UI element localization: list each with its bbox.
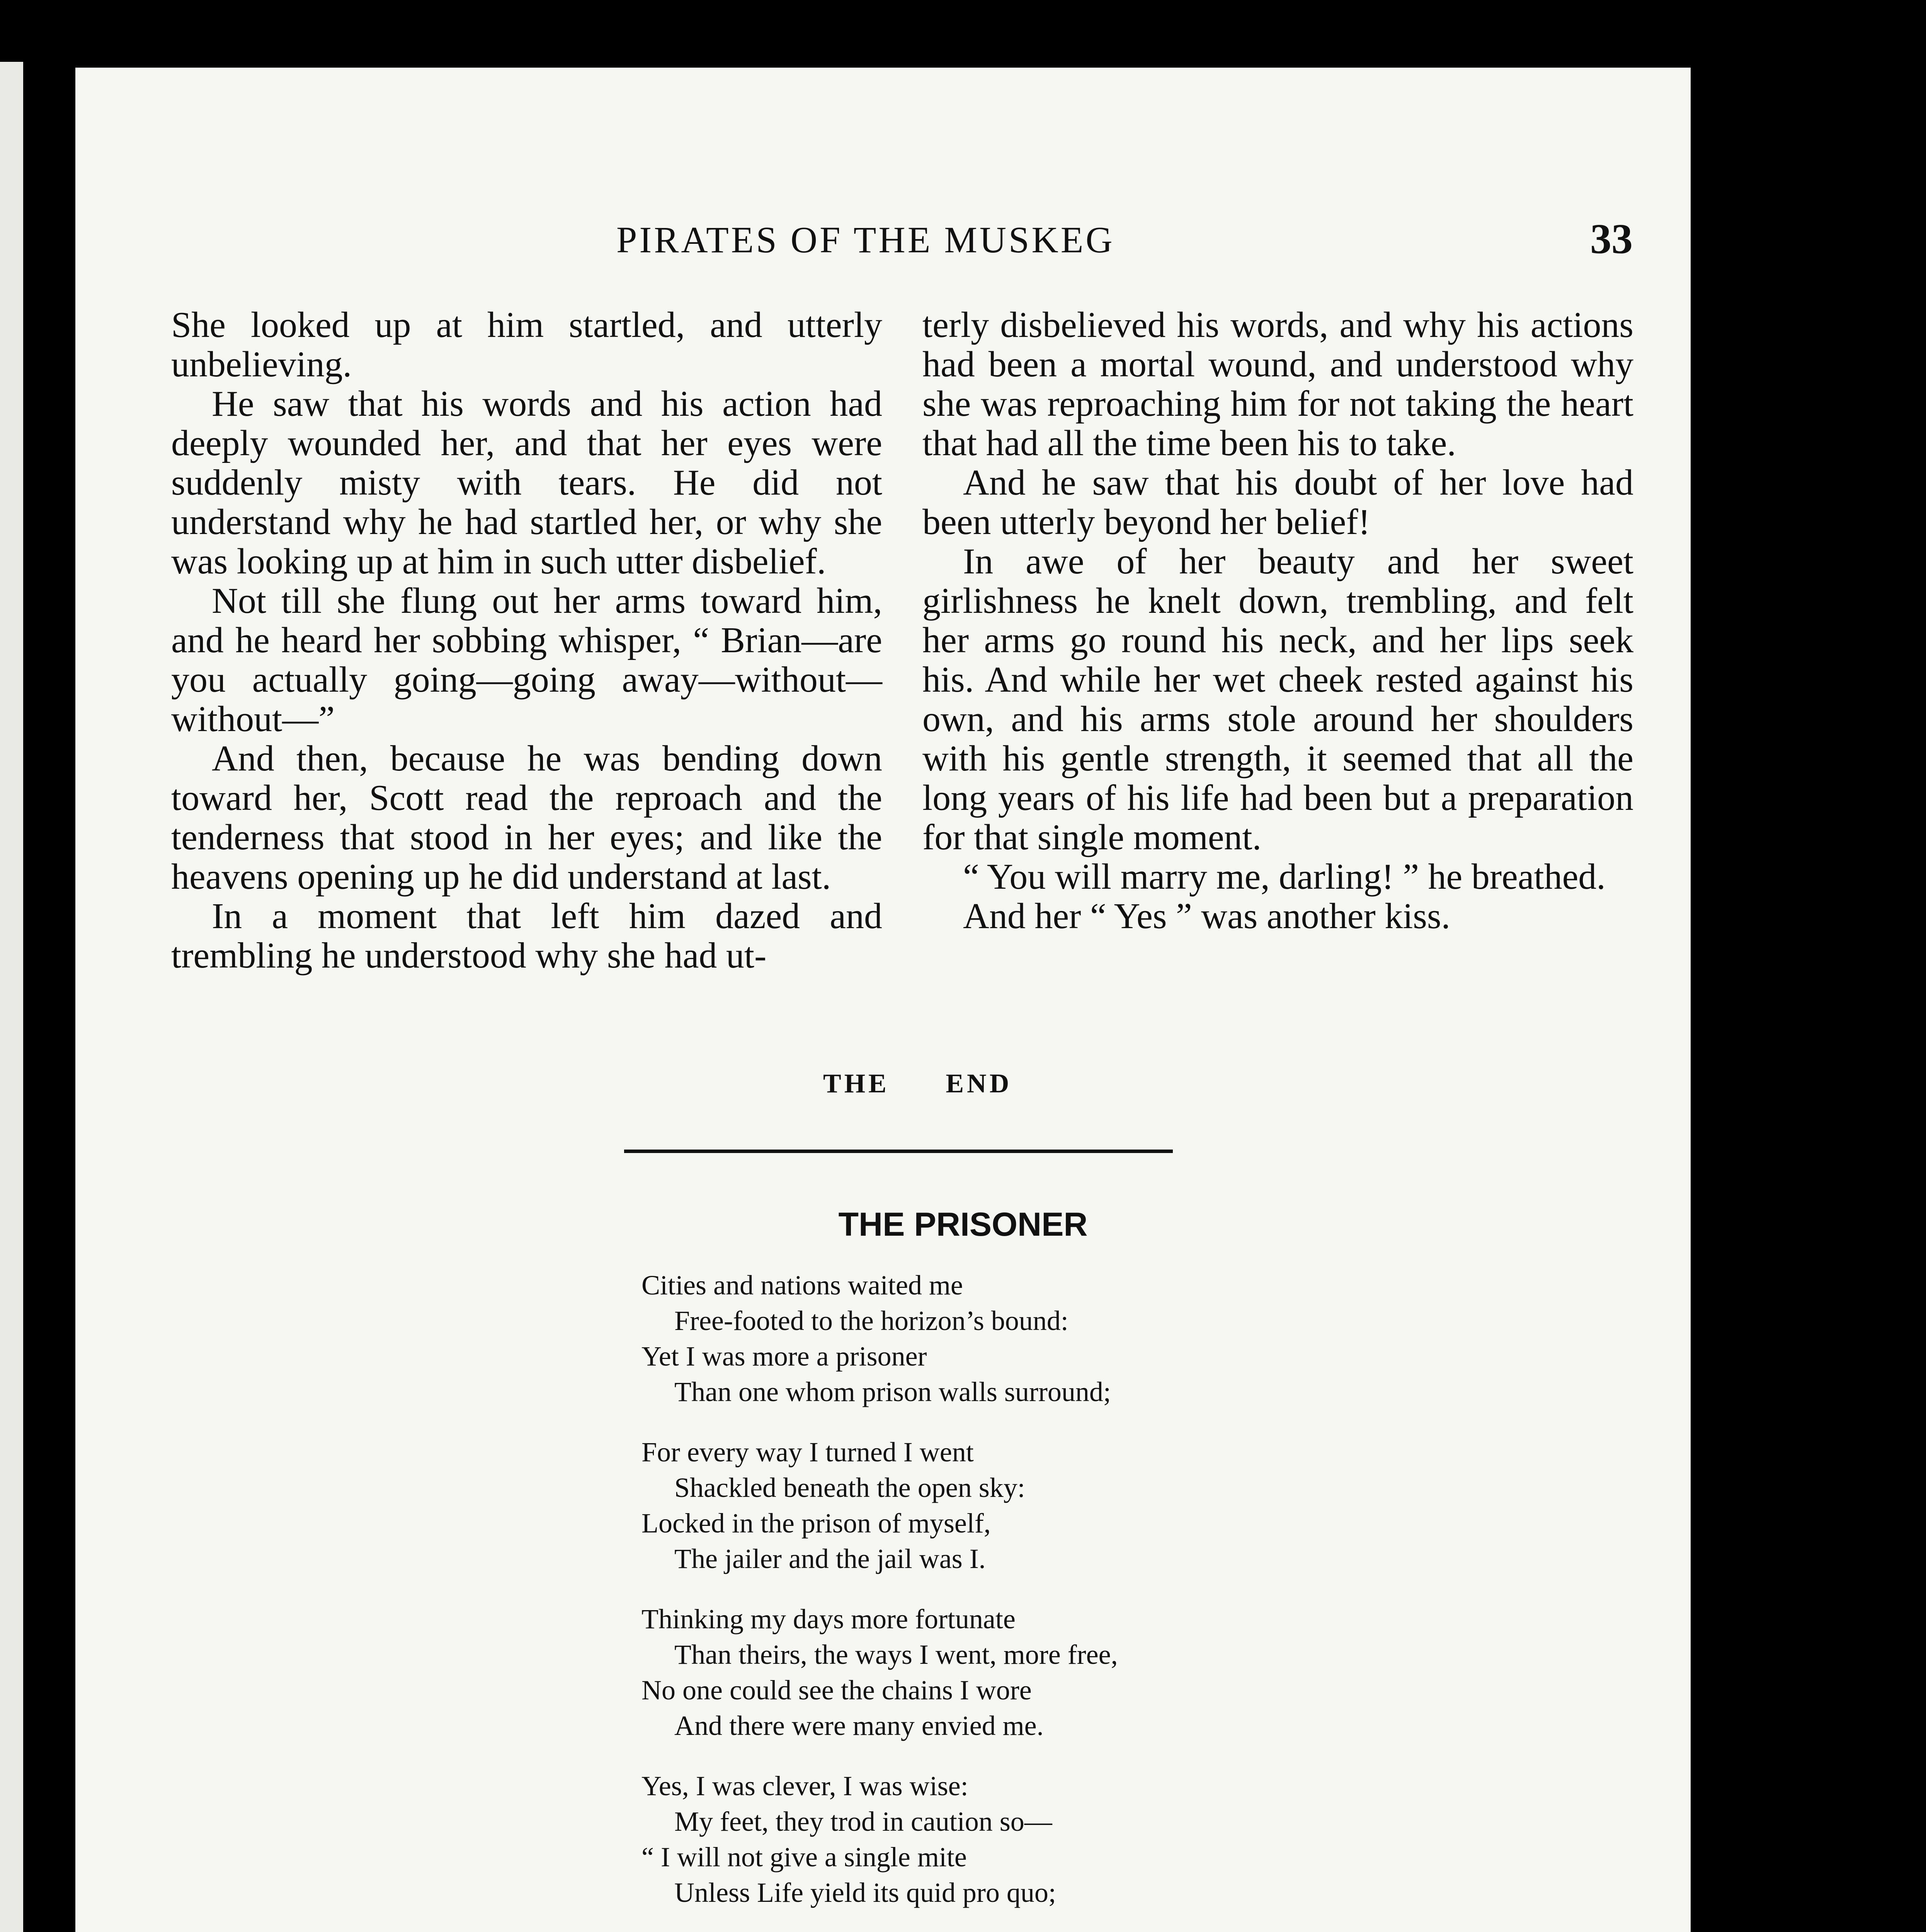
poem-stanza	[641, 1434, 1414, 1577]
story-left-column	[171, 305, 882, 975]
story-paragraph: Not till she flung out her arms toward him, and he heard her sobbing whisper, “ Brian—are you actually going—going away—without—without—”	[171, 581, 882, 739]
poem-stanza	[641, 1601, 1414, 1743]
story-paragraph: He saw that his words and his action had deeply wounded her, and that her eyes were suddenly misty with tears. He did not understand why he had startled her, or why she was looking up at him in such utter disbelief.	[171, 384, 882, 582]
poem-line: And there were many envied me.	[674, 1710, 1044, 1741]
poem-line: Than theirs, the ways I went, more free,	[674, 1639, 1118, 1670]
poem-line: For every way I turned I went	[641, 1437, 974, 1468]
poem-title: THE PRISONER	[838, 1206, 1088, 1243]
poem-line: Locked in the prison of myself,	[641, 1508, 991, 1539]
story-paragraph: In awe of her beauty and her sweet girlishness he knelt down, trembling, and felt her arms go round his neck, and her lips seek his. And while her wet cheek rested against his own, and his arms stole around her shoulders with his gentle strength, it seemed that all the long years of his life had been but a preparation for that single moment.	[922, 541, 1633, 857]
poem-stanza	[641, 1267, 1414, 1410]
poem-line: Than one whom prison walls surround;	[674, 1376, 1111, 1407]
running-header: PIRATES OF THE MUSKEG	[616, 219, 1115, 260]
story-paragraph: terly disbelieved his words, and why his actions had been a mortal wound, and understood why she was reproaching him for not taking the heart that had all the time been his to take.	[922, 305, 1633, 463]
story-paragraph: In a moment that left him dazed and trembling he understood why she had ut-	[171, 896, 882, 976]
poem-stanza	[641, 1768, 1414, 1910]
poem-line: My feet, they trod in caution so—	[674, 1806, 1052, 1837]
poem-line: Unless Life yield its quid pro quo;	[674, 1877, 1056, 1908]
poem-line: Yes, I was clever, I was wise:	[641, 1770, 968, 1801]
story-paragraph: “ You will marry me, darling! ” he breathed.	[963, 857, 1606, 897]
poem-line: No one could see the chains I wore	[641, 1675, 1032, 1706]
poem-line: “ I will not give a single mite	[641, 1842, 967, 1872]
story-paragraph: And he saw that his doubt of her love had been utterly beyond her belief!	[922, 463, 1633, 542]
story-right-column	[922, 305, 1633, 936]
poem-line: Shackled beneath the open sky:	[674, 1472, 1025, 1503]
story-paragraph: And then, because he was bending down toward her, Scott read the reproach and the tenderness that stood in her eyes; and like the heavens opening up he did understand at last.	[171, 738, 882, 897]
poem-body	[641, 1267, 1414, 1932]
story-ending: THE END	[823, 1069, 1012, 1099]
poem-line: Cities and nations waited me	[641, 1270, 963, 1301]
poem-line: Free-footed to the horizon’s bound:	[674, 1305, 1068, 1336]
story-paragraph: She looked up at him startled, and utterly unbelieving.	[171, 305, 882, 384]
story-paragraph: And her “ Yes ” was another kiss.	[963, 896, 1450, 936]
page-number: 33	[1590, 215, 1633, 262]
poem-line: Thinking my days more fortunate	[641, 1604, 1016, 1634]
poem-line: Yet I was more a prisoner	[641, 1341, 927, 1372]
poem-line: The jailer and the jail was I.	[674, 1543, 986, 1574]
page-binding-edge	[0, 62, 23, 1932]
section-divider	[624, 1150, 1173, 1153]
